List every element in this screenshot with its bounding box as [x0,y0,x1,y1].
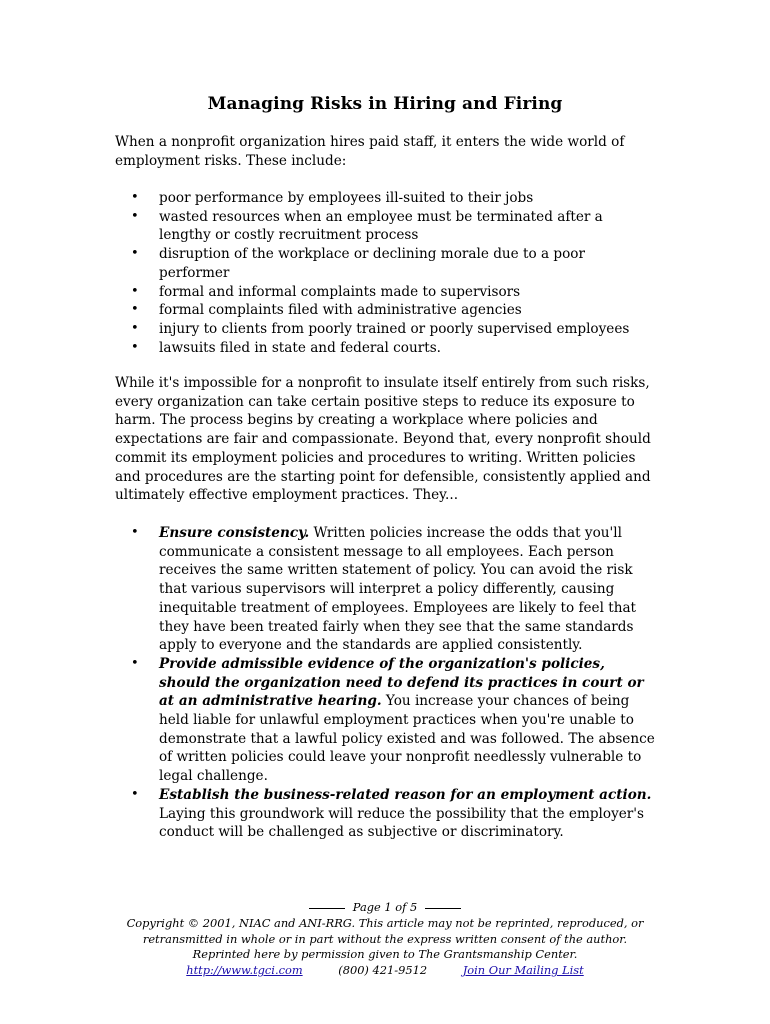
copyright-line: Copyright © 2001, NIAC and ANI-RRG. This article may not be reprinted, reproduced, or [126,915,644,930]
item-text: Laying this groundwork will reduce the possibility that the employer's conduct will be challenged as subjective or discriminatory. [159,805,645,841]
page-number [0,900,770,916]
website-link[interactable]: http://www.tgci.com [186,963,303,978]
list-item: • poor performance by employees ill-suited to their jobs [131,189,656,208]
list-item [131,786,656,842]
list-item: • formal complaints filed with administrative agencies [131,301,656,320]
list-item: • formal and informal complaints made to supervisors [131,283,656,302]
footer-links [0,963,770,979]
body-paragraph: While it's impossible for a nonprofit to insulate itself entirely from such risks, every organization can take certain positive steps to reduce its exposure to harm. The process begins by creating a workplace where policies and expectations are fair and compassionate. Beyond that, every nonprofit should commit its employment policies and procedures to writing. Written policies and procedures are the starting point for defensible, consistently applied and ultimately effective employment practices. They... [115,375,651,504]
item-text: Written policies increase the odds that you'll communicate a consistent message to all employees. Each person receives the same written statement of policy. You can avoid the risk that various supervisors will interpret a policy differently, causing inequitable treatment of employees. Employees are likely to feel that they have been treated fairly when they see that the same standards apply to everyone and the standards are applied consistently. [159,525,637,654]
list-item: • injury to clients from poorly trained or poorly supervised employees [131,320,656,339]
copyright-line: retransmitted in whole or in part without the express written consent of the author. [142,931,628,946]
list-item: • wasted resources when an employee must be terminated after a lengthy or costly recruitment process [131,208,656,245]
risks-list [131,189,656,357]
list-item: • disruption of the workplace or declining morale due to a poor performer [131,245,656,282]
mailing-list-link[interactable]: Join Our Mailing List [462,963,584,978]
divider [425,908,461,909]
reprint-notice: Reprinted here by permission given to The Grantsmanship Center. [192,947,578,962]
list-item: • lawsuits filed in state and federal courts. [131,339,656,358]
item-text: You increase your chances of being held liable for unlawful employment practices when you're unable to demonstrate that a lawful policy existed and was followed. The absence of written policies could leave your nonprofit needlessly vulnerable to legal challenge. [159,693,655,785]
benefits-list [131,524,656,842]
item-lead: Ensure consistency. [159,525,310,541]
list-item [131,655,656,786]
item-lead: Provide admissible evidence of the organization's policies, should the organization need to defend its practices in court or at an administrative hearing. [159,655,644,710]
item-lead: Establish the business-related reason for an employment action. [159,786,652,803]
divider [309,908,345,909]
phone-number: (800) 421-9512 [338,963,428,978]
intro-paragraph: When a nonprofit organization hires paid staff, it enters the wide world of employment risks. These include: [115,134,625,169]
document-title: Managing Risks in Hiring and Firing [207,94,563,114]
page-footer [0,900,770,979]
list-item [131,524,656,655]
page-number-label: Page 1 of 5 [352,900,418,914]
